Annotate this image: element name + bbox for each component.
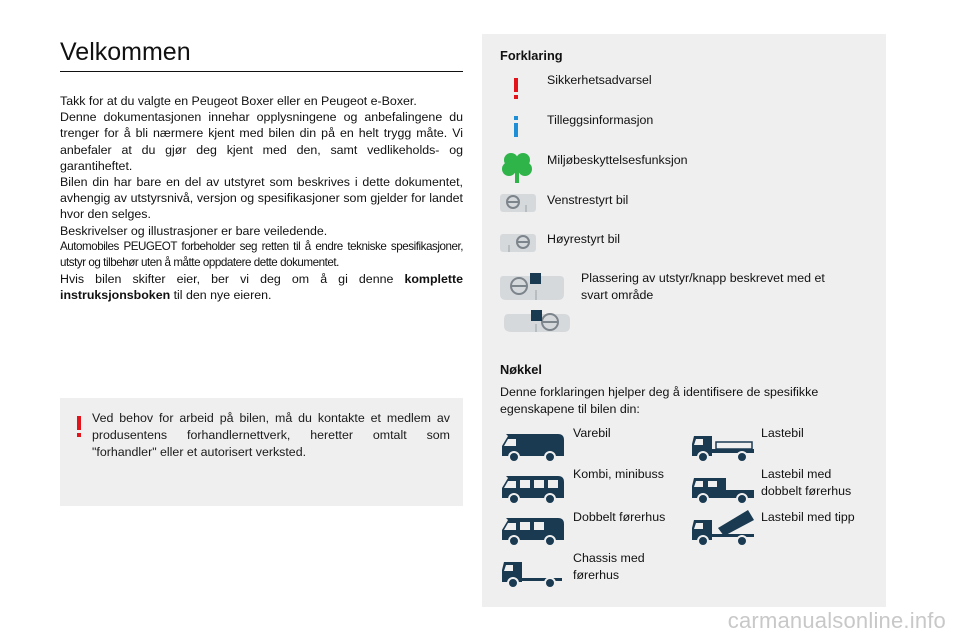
vehicle-label-tipper: Lastebil med tipp bbox=[761, 510, 855, 524]
intro-paragraph-5: Automobiles PEUGEOT forbeholder seg retten til å endre tekniske spesifikasjoner, utstyr og tilbehør uten å måtte oppdatere dette dokumentet. bbox=[60, 239, 463, 270]
van-icon bbox=[500, 428, 566, 464]
left-hand-drive-icon bbox=[500, 190, 536, 216]
intro-paragraph-2: Denne dokumentasjonen innehar opplysningene og anbefalingene du trenger for å bli nærmere kjent med bilen din på en helt trygg måte. Vi anbefaler at du gjør deg kjent med den, samt vedlikeholds- og garantiheftet. bbox=[60, 110, 463, 173]
crew-cab-van-icon bbox=[500, 512, 566, 548]
equipment-location-icon bbox=[500, 270, 570, 334]
intro-text bbox=[60, 93, 463, 304]
legend-label-left-drive: Venstrestyrt bil bbox=[547, 193, 629, 207]
warning-icon bbox=[74, 416, 84, 438]
warning-icon bbox=[511, 78, 521, 100]
chassis-cab-icon bbox=[500, 554, 566, 590]
vehicle-label-truck: Lastebil bbox=[761, 426, 804, 440]
vehicle-label-crew-cab: Dobbelt førerhus bbox=[573, 510, 666, 524]
vehicle-label-crew-cab-truck: Lastebil med dobbelt førerhus bbox=[761, 467, 852, 498]
dealer-notice-box bbox=[60, 398, 463, 506]
legend-label-environment: Miljøbeskyttelsesfunksjon bbox=[547, 153, 688, 167]
intro-paragraph-3: Bilen din har bare en del av utstyret som beskrives i dette dokumentet, avhengig av utstyrsnivå, versjon og spesifikasjoner som gjelder for landet hvor den selges. bbox=[60, 175, 463, 222]
tipper-truck-icon bbox=[690, 508, 756, 548]
key-intro: Denne forklaringen hjelper deg å identifisere de spesifikke egenskapene til bilen din: bbox=[500, 385, 819, 416]
info-icon bbox=[511, 116, 521, 138]
legend-label-equipment-location: Plassering av utstyr/knapp beskrevet med et svart område bbox=[581, 271, 825, 302]
pickup-truck-icon bbox=[690, 428, 756, 464]
right-hand-drive-icon bbox=[500, 230, 536, 256]
title-divider bbox=[60, 71, 463, 72]
intro-paragraph-1: Takk for at du valgte en Peugeot Boxer eller en Peugeot e-Boxer. bbox=[60, 94, 417, 108]
legend-label-right-drive: Høyrestyrt bil bbox=[547, 232, 620, 246]
legend-label-info: Tilleggsinformasjon bbox=[547, 113, 654, 127]
legend-label-safety: Sikkerhetsadvarsel bbox=[547, 73, 652, 87]
page-title: Velkommen bbox=[60, 38, 191, 66]
watermark: carmanualsonline.info bbox=[727, 608, 946, 633]
intro-paragraph-4: Beskrivelser og illustrasjoner er bare veiledende. bbox=[60, 223, 328, 238]
vehicle-label-chassis-cab: Chassis med førerhus bbox=[573, 551, 645, 582]
key-heading: Nøkkel bbox=[500, 362, 542, 377]
legend-heading: Forklaring bbox=[500, 48, 563, 63]
dealer-notice-text: Ved behov for arbeid på bilen, må du kontakte et medlem av produsentens forhandlernettverk, heretter omtalt som "forhandler" eller et autorisert verksted. bbox=[92, 411, 450, 459]
intro-paragraph-6: Hvis bilen skifter eier, ber vi deg om å gi denne komplette instruksjonsboken til den nye eieren. bbox=[60, 272, 463, 303]
vehicle-label-minibus: Kombi, minibuss bbox=[573, 467, 664, 481]
vehicle-label-van: Varebil bbox=[573, 426, 611, 440]
minibus-icon bbox=[500, 470, 566, 506]
crew-cab-truck-icon bbox=[690, 470, 756, 506]
tree-icon bbox=[502, 150, 532, 184]
manual-emphasis: komplette instruksjonsboken bbox=[60, 272, 463, 303]
